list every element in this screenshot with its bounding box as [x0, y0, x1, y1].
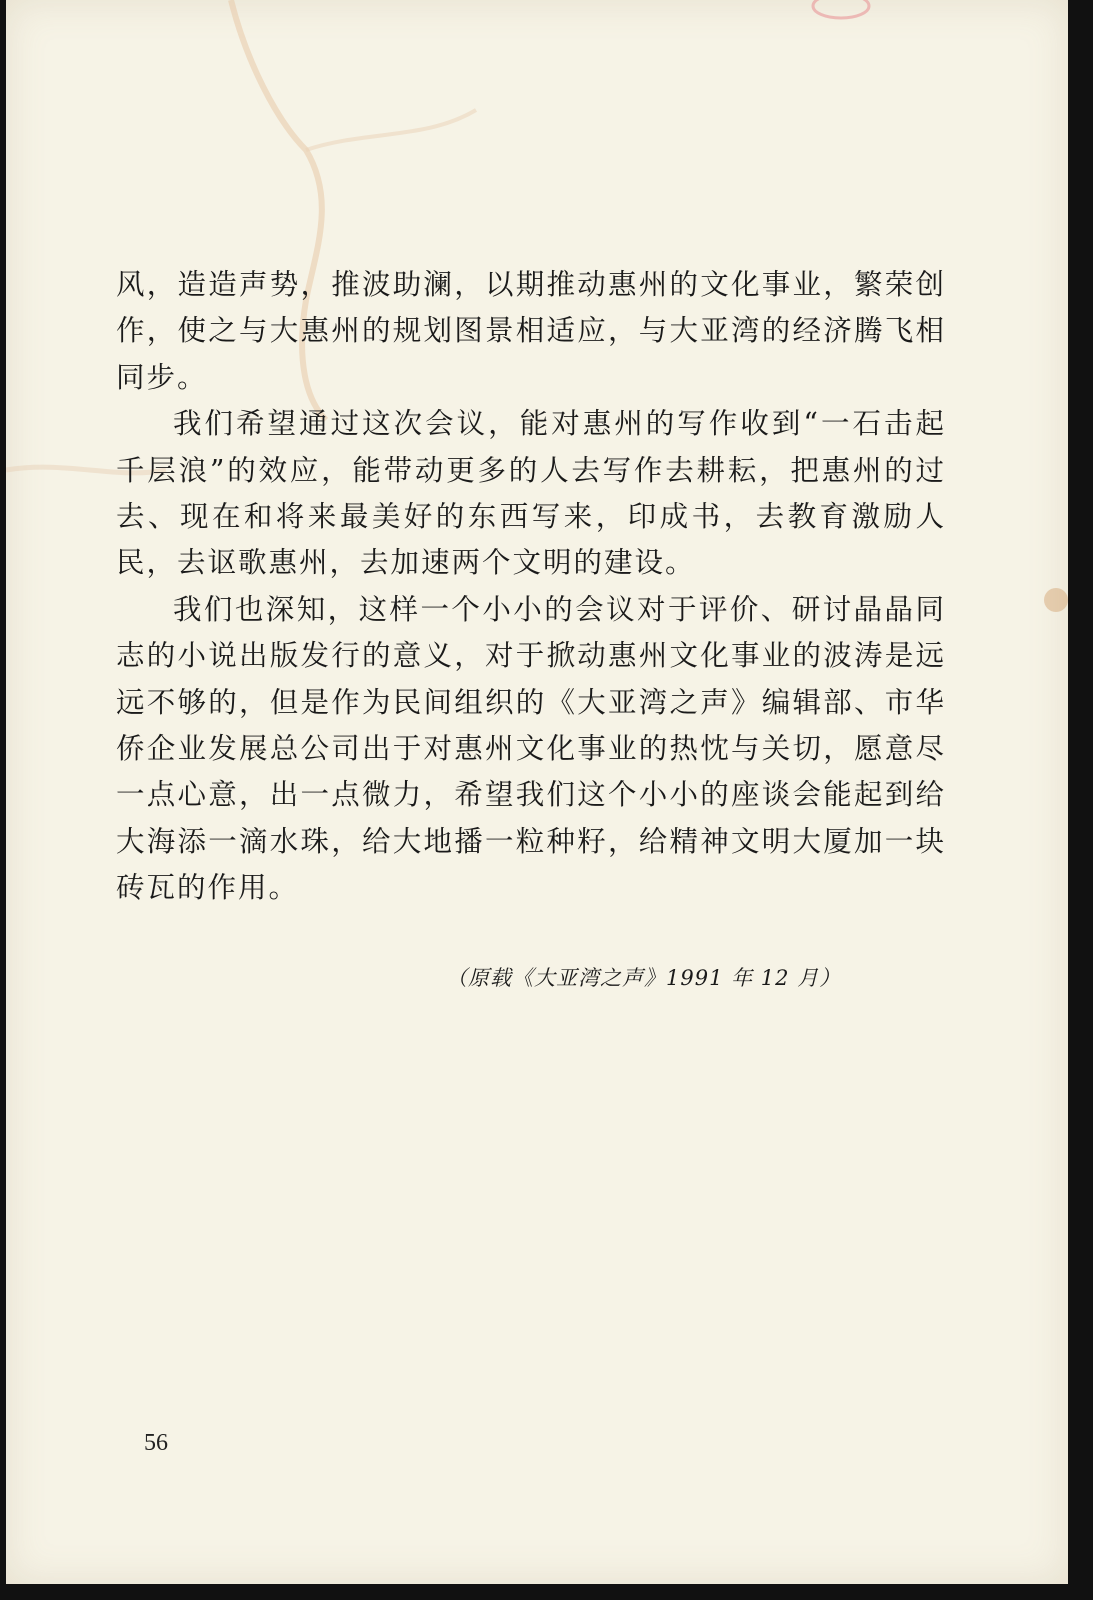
page-number: 56 — [144, 1430, 168, 1456]
paragraph-continuation: 风，造造声势，推波助澜，以期推动惠州的文化事业，繁荣创作，使之与大惠州的规划图景相适应，与大亚湾的经济腾飞相同步。 — [116, 268, 946, 394]
body-text — [116, 262, 946, 912]
document-page — [6, 0, 1068, 1584]
paragraph: 我们希望通过这次会议，能对惠州的写作收到“一石击起千层浪”的效应，能带动更多的人去写作去耕耘，把惠州的过去、现在和将来最美好的东西写来，印成书，去教育激励人民，去讴歌惠州，去加速两个文明的建设。 — [116, 407, 946, 580]
source-citation: （原载《大亚湾之声》1991 年 12 月） — [446, 966, 842, 990]
paragraph: 我们也深知，这样一个小小的会议对于评价、研讨晶晶同志的小说出版发行的意义，对于掀动惠州文化事业的波涛是远远不够的，但是作为民间组织的《大亚湾之声》编辑部、市华侨企业发展总公司出于对惠州文化事业的热忱与关切，愿意尽一点心意，出一点微力，希望我们这个小小的座谈会能起到给大海添一滴水珠，给大地播一粒种籽，给精神文明大厦加一块砖瓦的作用。 — [116, 592, 946, 905]
